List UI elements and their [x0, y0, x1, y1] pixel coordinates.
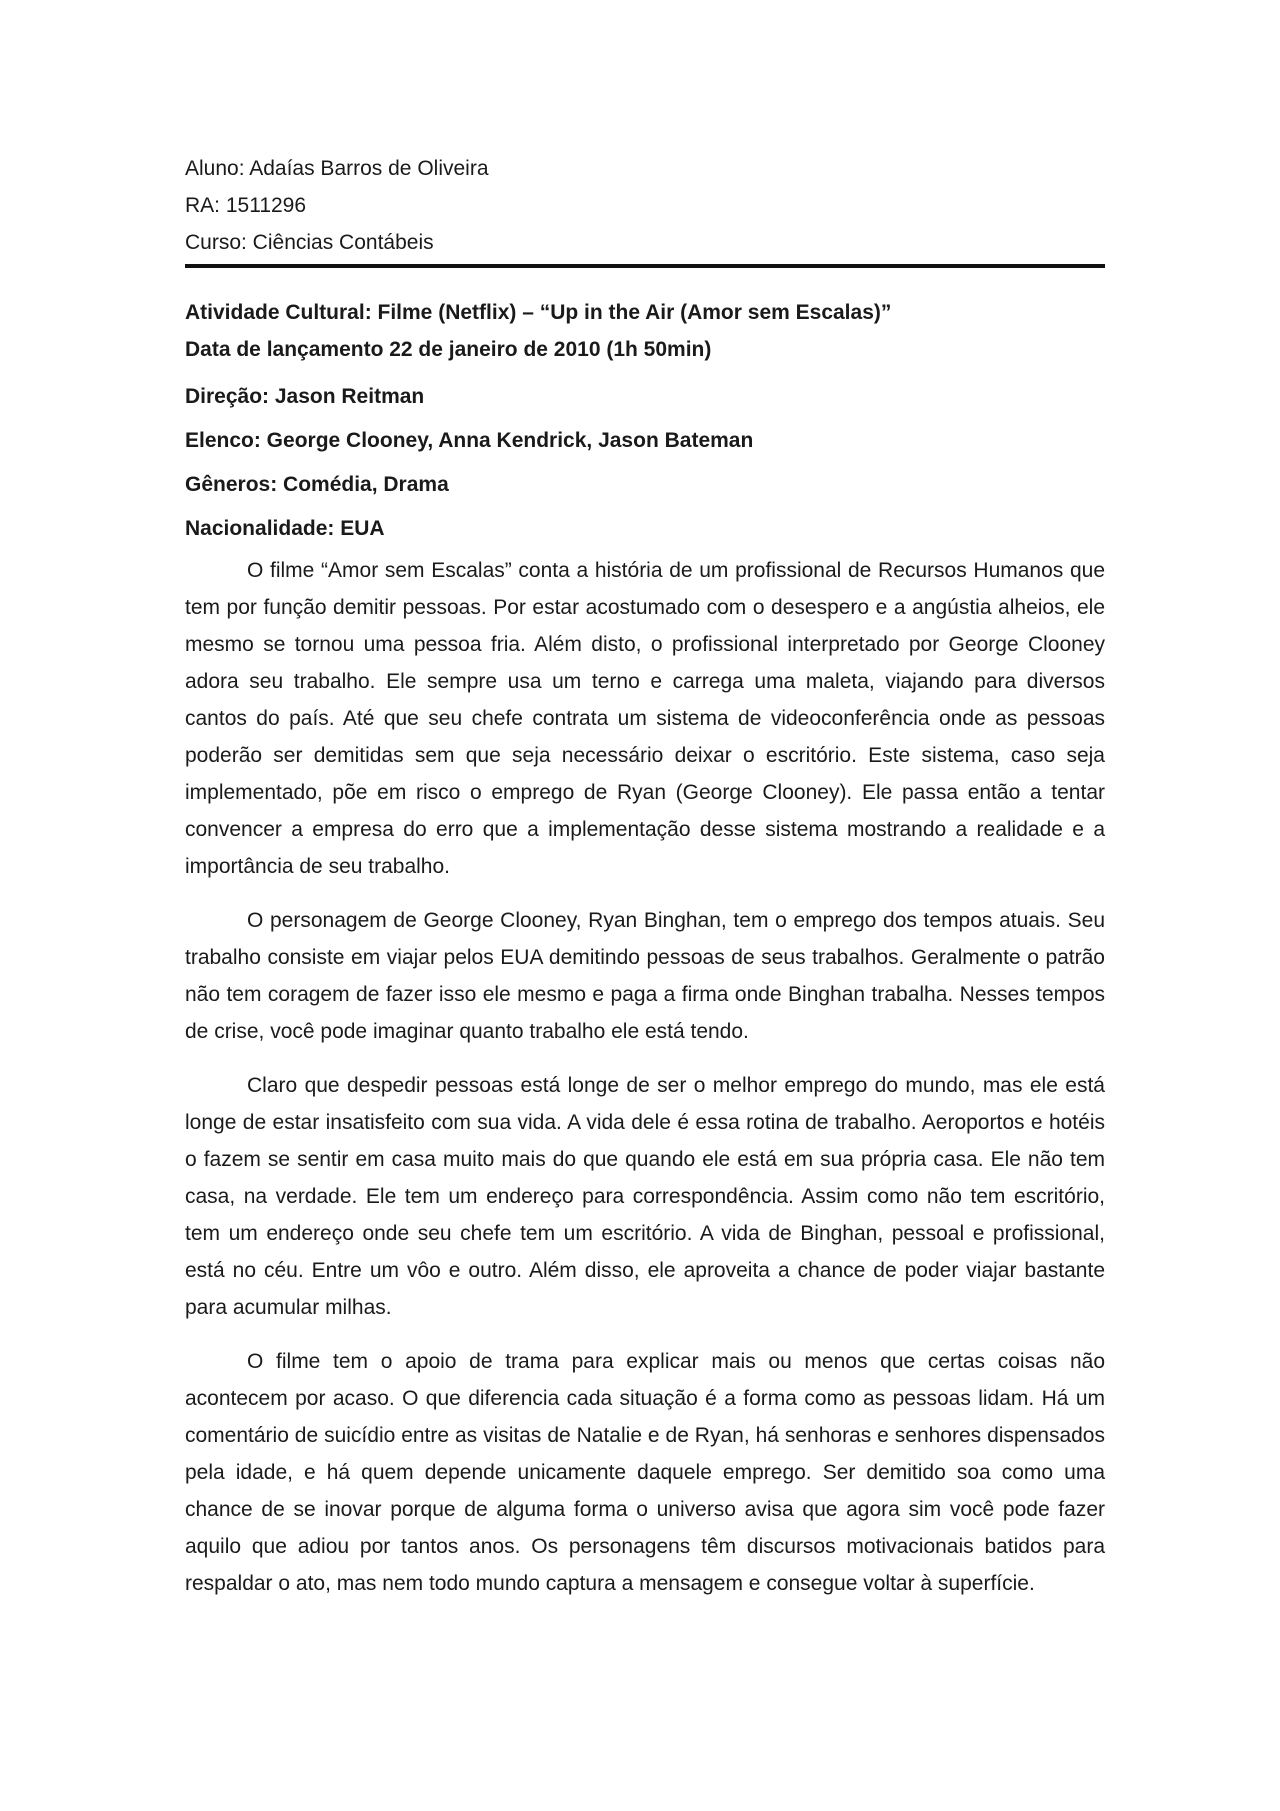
director: Direção: Jason Reitman — [185, 385, 425, 408]
document-page — [185, 150, 1105, 1619]
nationality: Nacionalidade: EUA — [185, 517, 385, 540]
body-paragraph-4: O filme tem o apoio de trama para explicar mais ou menos que certas coisas não acontecem por acaso. O que diferencia cada situação é a forma como as pessoas lidam. Há um comentário de suicídio entre as visitas de Natalie e de Ryan, há senhoras e senhores dispensados pela idade, e há quem depende unicamente daquele emprego. Ser demitido soa como uma chance de se inovar porque de alguma forma o universo avisa que agora sim você pode fazer aquilo que adiou por tantos anos. Os personagens têm discursos motivacionais batidos para respaldar o ato, mas nem todo mundo captura a mensagem e consegue voltar à superfície. — [185, 1350, 1105, 1595]
body-paragraph-1: O filme “Amor sem Escalas” conta a história de um profissional de Recursos Humanos que tem por função demitir pessoas. Por estar acostumado com o desespero e a angústia alheios, ele mesmo se tornou uma pessoa fria. Além disto, o profissional interpretado por George Clooney adora seu trabalho. Ele sempre usa um terno e carrega uma maleta, viajando para diversos cantos do país. Até que seu chefe contrata um sistema de videoconferência onde as pessoas poderão ser demitidas sem que seja necessário deixar o escritório. Este sistema, caso seja implementado, põe em risco o emprego de Ryan (George Clooney). Ele passa então a tentar convencer a empresa do erro que a implementação desse sistema mostrando a realidade e a importância de seu trabalho. — [185, 559, 1105, 878]
header-divider — [185, 264, 1105, 268]
release-date: Data de lançamento 22 de janeiro de 2010 (1h 50min) — [185, 338, 712, 361]
student-course: Curso: Ciências Contábeis — [185, 231, 434, 254]
genres: Gêneros: Comédia, Drama — [185, 473, 449, 496]
student-name: Aluno: Adaías Barros de Oliveira — [185, 157, 489, 180]
activity-title: Atividade Cultural: Filme (Netflix) – “Up in the Air (Amor sem Escalas)” — [185, 301, 892, 324]
body-paragraph-3: Claro que despedir pessoas está longe de ser o melhor emprego do mundo, mas ele está longe de estar insatisfeito com sua vida. A vida dele é essa rotina de trabalho. Aeroportos e hotéis o fazem se sentir em casa muito mais do que quando ele está em sua própria casa. Ele não tem casa, na verdade. Ele tem um endereço para correspondência. Assim como não tem escritório, tem um endereço onde seu chefe tem um escritório. A vida de Binghan, pessoal e profissional, está no céu. Entre um vôo e outro. Além disso, ele aproveita a chance de poder viajar bastante para acumular milhas. — [185, 1074, 1105, 1319]
cast: Elenco: George Clooney, Anna Kendrick, Jason Bateman — [185, 429, 754, 452]
student-ra: RA: 1511296 — [185, 194, 307, 217]
body-paragraph-2: O personagem de George Clooney, Ryan Binghan, tem o emprego dos tempos atuais. Seu trabalho consiste em viajar pelos EUA demitindo pessoas de seus trabalhos. Geralmente o patrão não tem coragem de fazer isso ele mesmo e paga a firma onde Binghan trabalha. Nesses tempos de crise, você pode imaginar quanto trabalho ele está tendo. — [185, 909, 1105, 1043]
